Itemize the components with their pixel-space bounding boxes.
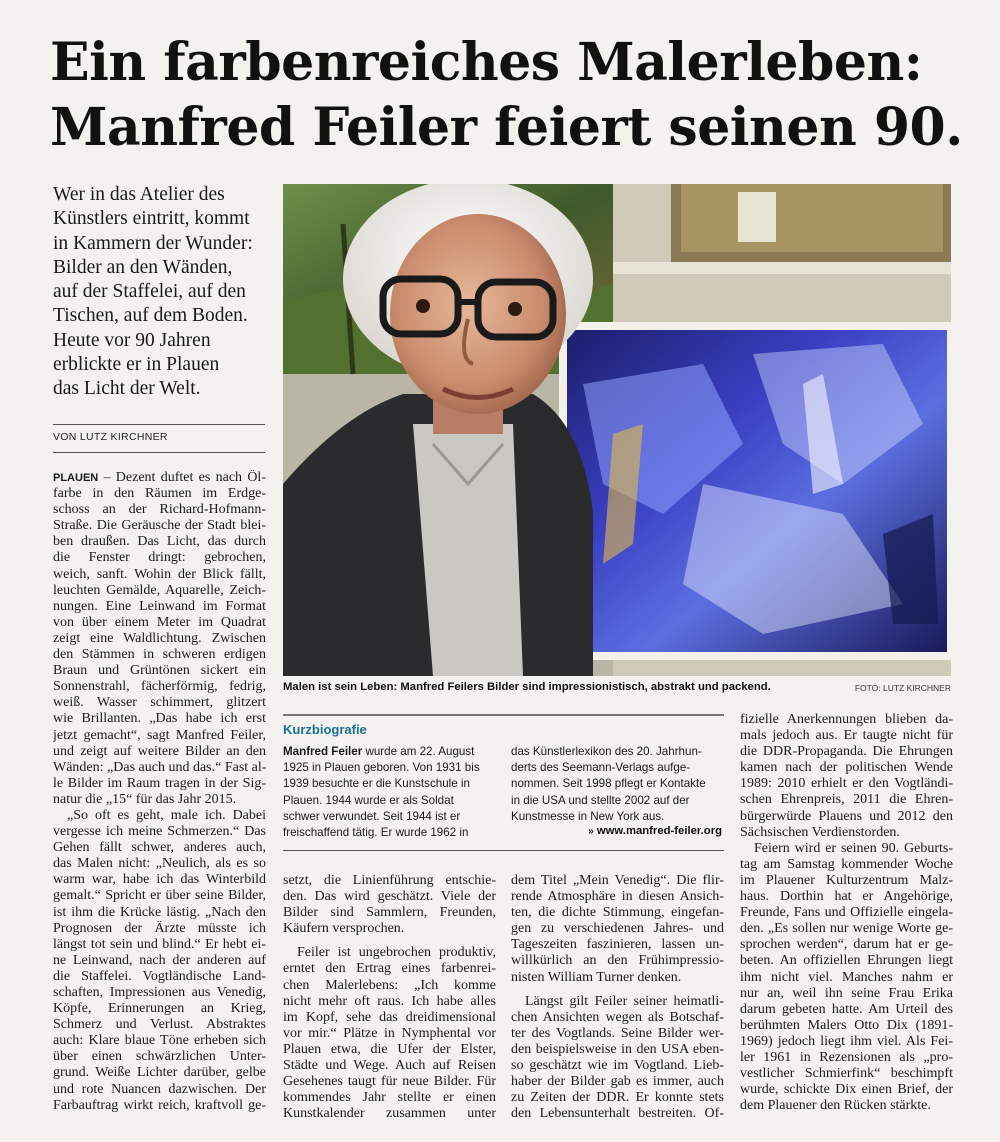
text-line: den Lebensunterhalt bestreiten. Of- <box>511 1106 724 1122</box>
text-line: Braun und Grüntönen sickert ein <box>53 663 266 679</box>
intro-line: Wer in das Atelier des <box>53 184 225 205</box>
bio-line: das Künstlerlexikon des 20. Jahrhun- <box>511 745 702 758</box>
intro-line: Bilder an den Wänden, <box>53 256 233 278</box>
text-line: schen Ehrenpreis, 2011 die Ehren- <box>740 792 953 808</box>
text-line: berühmten Malers Otto Dix (1891- <box>740 1017 953 1033</box>
divider <box>283 850 724 851</box>
text-line: Prognosen der Ärzte müsste ich <box>53 920 266 936</box>
text-line: tag am Samstag kommender Woche <box>740 856 953 872</box>
text-line: nicht mehr oft raus. Ich habe alles <box>283 993 496 1009</box>
text-line: im Kopf, sehe das dreidimensional <box>283 1009 496 1025</box>
text-line: vor mir.“ Plätze in Nymphental vor <box>283 1025 496 1041</box>
text-line: vergesse ich meine Schmerzen.“ Das <box>53 824 266 840</box>
bio-line: Kunstmesse in New York aus. <box>511 809 665 823</box>
text-line: ben draußen. Das Licht, das durch <box>53 534 266 550</box>
text-line: und rote Nuancen dazwischen. Der <box>53 1081 266 1097</box>
text-line: den. „Es sollen nur wenige Worte ge- <box>740 921 953 937</box>
text-line: von über einem Meter im Quadrat <box>53 614 266 630</box>
text-line: wurde, schickte Dix einen Brief, der <box>740 1082 953 1098</box>
text-line: „So oft es geht, male ich. Dabei <box>67 807 266 823</box>
text-line: längst tot sein und blind.“ Er hebt ei- <box>53 936 266 952</box>
text-fragment: – Dezent duftet es nach Öl- <box>98 470 266 485</box>
text-line: weich, sanft. Wohin der Blick fällt, <box>53 566 266 582</box>
text-line: Gesehenes taugt für neue Bilder. Für <box>283 1074 496 1090</box>
text-line: die DDR-Propaganda. Die Ehrungen <box>740 744 953 760</box>
text-line: dem Plauener den Rücken stärkte. <box>740 1098 931 1114</box>
intro-line: Tischen, auf dem Boden. <box>53 305 248 327</box>
intro-line: Künstlers eintritt, kommt <box>53 208 250 230</box>
bio-name: Manfred Feiler <box>283 745 363 758</box>
website-url[interactable]: www.manfred-feiler.org <box>596 825 722 837</box>
text-line: 1989: 2010 erhielt er den Vogtländi- <box>740 776 953 792</box>
bio-line: 1939 besuchte er die Kunstschule in <box>283 777 470 791</box>
bio-right-column <box>511 744 706 825</box>
text-line: setzt, die Linienführung entschie- <box>283 873 496 888</box>
text-line: warm war, habe ich das Winterbild <box>53 872 266 888</box>
text-line: Kunstkalender zusammen unter <box>283 1106 496 1122</box>
text-line: Feiler ist ungebrochen produktiv, <box>297 945 496 961</box>
text-line: weiß. Wasser schimmert, glitzert <box>53 695 266 711</box>
text-line: gemalt.“ Spricht er über seine Bilder, <box>53 888 266 904</box>
bio-line: derts des Seemann-Verlags aufge- <box>511 761 691 775</box>
text-line: Wänden: „Das auch und das.“ Fast al- <box>53 759 266 775</box>
text-line: mals jedoch aus. Er taugte nicht für <box>740 728 953 744</box>
paragraph-gap <box>511 986 724 994</box>
text-line: zeigt eine Waldlichtung. Zwischen <box>53 630 266 646</box>
text-line: schaften, Impressionen aus Venedig, <box>53 985 266 1000</box>
text-line: das Malen nicht: „Neulich, als es so <box>53 856 266 872</box>
text-line: über einen schwärzlichen Unter- <box>53 1049 266 1065</box>
text-line: zu Zeiten der DDR. Er konnte stets <box>511 1090 724 1106</box>
text-line: natur die „15“ für das Jahr 2015. <box>53 791 237 807</box>
intro-text <box>53 183 278 402</box>
caption-text: Malen ist sein Leben: Manfred Feilers Bilder sind impressionistisch, abstrakt und packend. <box>283 681 771 693</box>
text-line: rende Atmosphäre in diesen Ansich- <box>511 889 724 905</box>
text-line: dem Titel „Mein Venedig“. Die flir- <box>511 873 724 888</box>
text-line: leuchten Gemälde, Aquarelle, Zeich- <box>53 582 266 598</box>
headline-line-2: Manfred Feiler feiert seinen 90. <box>50 97 963 158</box>
text-line: willkürlich an den Frühimpressio- <box>511 953 724 969</box>
photo-credit: FOTO: LUTZ KIRCHNER <box>854 683 951 693</box>
bio-left-column <box>283 744 480 841</box>
text-line: schoss an der Richard-Hofmann- <box>53 502 266 518</box>
text-line: den Stämmen in schweren erdigen <box>53 647 266 663</box>
text-line: die Fenster dringt: gebrochen, <box>53 550 266 566</box>
text-line: fizielle Anerkennungen blieben da- <box>740 712 953 727</box>
text-line: haus. Dorthin hat er Angehörige, <box>740 889 953 905</box>
bio-box <box>283 714 724 844</box>
arrow-icon: » <box>588 826 594 837</box>
text-line: farbe in den Räumen im Erdge- <box>53 486 266 502</box>
divider <box>53 424 265 425</box>
text-line: kommendes Jahr stellte er einen <box>283 1090 496 1106</box>
bio-title: Kurzbiografie <box>283 722 367 737</box>
text-line: 1969) jedoch liegt ihm viel. Als Fei- <box>740 1033 953 1049</box>
text-line: jetzt gemacht“, sagt Manfred Feiler, <box>53 727 266 743</box>
bio-line: Plauen. 1944 wurde er als Soldat <box>283 793 454 807</box>
text-line: chen Malerlebens: „Ich komme <box>283 977 496 993</box>
text-line: bürgerwürde Plauens und 2012 den <box>740 808 953 824</box>
bio-line: freischaffend tätig. Er wurde 1962 in <box>283 826 469 840</box>
text-line: die Staffelei. Vogtländische Land- <box>53 968 266 984</box>
text-line: grund. Weiße Lichter darüber, gelbe <box>53 1065 266 1081</box>
article-photo <box>283 184 951 676</box>
bio-line: 1925 in Plauen geboren. Von 1931 bis <box>283 761 480 775</box>
article-column-1 <box>53 470 266 1114</box>
headline-line-1: Ein farbenreiches Malerleben: <box>50 32 923 93</box>
text-line: den. Das wird geschätzt. Viele der <box>283 889 496 905</box>
text-line: Städte und Wege. Auch auf Reisen <box>283 1058 496 1074</box>
intro-line: Heute vor 90 Jahren <box>53 329 211 351</box>
headline <box>50 30 970 160</box>
text-line: gen zu verschiedenen Jahres- und <box>511 921 724 937</box>
bio-text: wurde am 22. August <box>362 745 475 758</box>
text-line <box>53 470 266 486</box>
text-line: ist ihm die Krücke lästig. „Nach den <box>53 904 266 920</box>
bio-line <box>283 744 480 760</box>
text-line: Schmerz und Verlust. Abstraktes <box>53 1017 266 1033</box>
text-line: Freunde, Fans und Offizielle eingela- <box>740 905 953 921</box>
text-line: auch: Klare blaue Töne erheben sich <box>53 1033 266 1049</box>
text-line: kamen nach der politischen Wende <box>740 760 953 776</box>
text-line: le Bilder im Raum tragen in der Sig- <box>53 775 266 791</box>
text-line: und zeigt auf weitere Bilder an den <box>53 743 266 759</box>
text-line: chen Ansichten wegen als Botschaf- <box>511 1009 724 1025</box>
text-line: ne Leinwand, nach der anderen auf <box>53 952 266 968</box>
text-line: nungen. Eine Leinwand im Format <box>53 598 266 614</box>
dateline: PLAUEN <box>53 472 99 484</box>
text-line: Plauen etwa, die Ufer der Elster, <box>283 1041 496 1057</box>
intro-line: in Kammern der Wunder: <box>53 232 253 254</box>
text-line: beten. An offiziellen Ehrungen liegt <box>740 953 953 969</box>
text-line: Gehen fällt schwer, anderes auch, <box>53 840 266 856</box>
text-line: nur an, weil ihn seine Frau Erika <box>740 985 953 1001</box>
article-column-3 <box>511 873 724 1122</box>
text-line: haber der Bilder gab es immer, auch <box>511 1074 724 1090</box>
text-line: Tageszeiten faszinieren, lassen un- <box>511 937 724 953</box>
article-column-2 <box>283 873 496 1122</box>
paragraph-gap <box>283 937 496 945</box>
text-line: darum gebeten hatte. Am Urteil des <box>740 1001 953 1017</box>
text-line: ihm nicht viel. Manches nahm er <box>740 969 953 985</box>
text-line: Käufern versprochen. <box>283 921 405 937</box>
text-line: Feiern wird er seinen 90. Geburts- <box>754 840 953 856</box>
bio-line: nommen. Seit 1998 pflegt er Kontakte <box>511 777 706 791</box>
text-line: vestlicher Schmierfink“ beschimpft <box>740 1066 953 1082</box>
bio-line: in die USA und stellte 2002 auf der <box>511 793 690 807</box>
text-line: Bilder sind Sammlern, Freunden, <box>283 905 496 921</box>
text-line: den beispielsweise in den USA eben- <box>511 1041 724 1057</box>
text-line: Sächsischen Verdienstorden. <box>740 824 900 840</box>
text-line: ten, die dichte Stimmung, eingefan- <box>511 905 724 921</box>
text-line: Längst gilt Feiler seiner heimatli- <box>525 993 724 1009</box>
text-line: ler 1961 in Rezensionen als „pro- <box>740 1049 953 1065</box>
byline: VON LUTZ KIRCHNER <box>53 431 168 443</box>
article-column-4 <box>740 712 953 1114</box>
text-line: Sonnenstrahl, fächerförmig, fedrig, <box>53 679 266 695</box>
intro-line: erblickte er in Plauen <box>53 354 220 376</box>
divider <box>53 452 265 453</box>
text-line: ter des Vogtlands. Seine Bilder wer- <box>511 1025 724 1041</box>
text-line: sprochen werden“, darum hat er ge- <box>740 937 953 953</box>
text-line: nisten William Turner denken. <box>511 969 682 985</box>
text-line: Farbauftrag wirkt reich, kraftvoll ge- <box>53 1097 266 1113</box>
portrait-illustration <box>283 184 951 676</box>
intro-line: das Licht der Welt. <box>53 378 201 400</box>
text-line: Köpfe, Erinnerungen an Krieg, <box>53 1001 266 1017</box>
text-line: Straße. Die Geräusche der Stadt blei- <box>53 518 266 534</box>
text-line: wie Brillanten. „Das habe ich erst <box>53 711 266 727</box>
bio-line: schwer verwundet. Seit 1944 ist er <box>283 809 461 823</box>
intro-line: auf der Staffelei, auf den <box>53 281 246 303</box>
text-line: so geschätzt wie im Vogtland. Lieb- <box>511 1058 724 1074</box>
text-line: im Plauener Kulturzentrum Malz- <box>740 872 953 888</box>
text-line: erntet den Ertrag eines farbenrei- <box>283 961 496 977</box>
website-link[interactable] <box>588 825 722 837</box>
